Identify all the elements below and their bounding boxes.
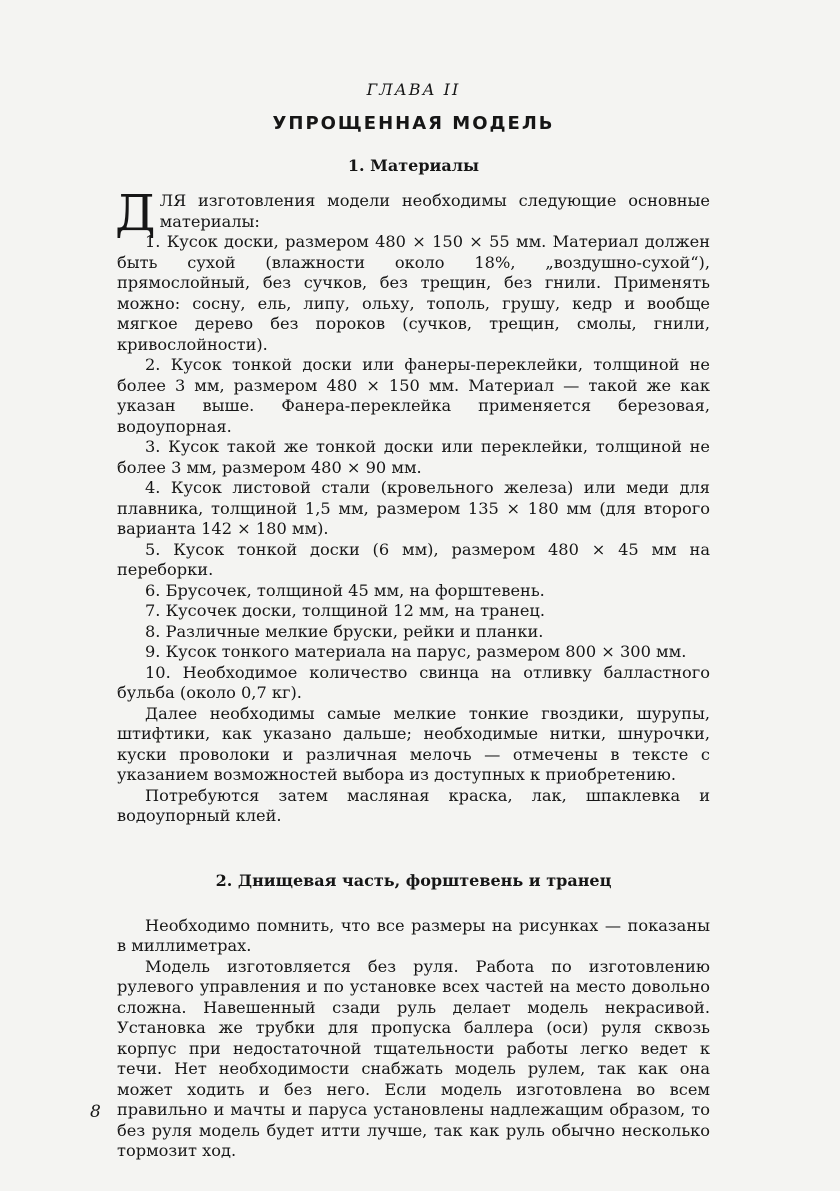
section-2-body <box>117 916 710 1162</box>
section-2-heading: 2. Днищевая часть, форштевень и транец <box>215 870 612 890</box>
paint-paragraph: Потребуются затем масляная краска, лак, шпаклевка и водоупорный клей. <box>117 785 710 825</box>
material-item-10: 10. Необходимое количество свинца на отливку балластного бульба (около 0,7 кг). <box>117 662 710 702</box>
material-item-5: 5. Кусок тонкой доски (6 мм), размером 480 × 45 мм на переборки. <box>117 539 710 579</box>
material-item-1: 1. Кусок доски, размером 480 × 150 × 55 мм. Материал должен быть сухой (влажности около 18%, „воздушно-сухой“), прямослойный, без сучков, без трещин, без гнили. Применять можно: сосну, ель, липу, ольху, тополь, грушу, кедр и вообще мягкое дерево без пороков (сучков, трещин, смолы, гнили, кривослойности). <box>117 232 710 354</box>
section-1-heading: 1. Материалы <box>347 156 480 175</box>
material-item-4: 4. Кусок листовой стали (кровельного железа) или меди для плавника, толщиной 1,5 мм, размером 135 × 180 мм (для второго варианта 142 × 180 мм). <box>117 478 710 538</box>
section-1-body <box>115 184 710 827</box>
material-item-8: 8. Различные мелкие бруски, рейки и планки. <box>145 621 544 641</box>
material-item-7: 7. Кусочек доски, толщиной 12 мм, на транец. <box>145 601 545 620</box>
material-item-9: 9. Кусок тонкого материала на парус, размером 800 × 300 мм. <box>145 642 687 661</box>
page-number: 8 <box>90 1102 101 1122</box>
chapter-label: ГЛАВА II <box>366 80 461 99</box>
intro-text: ЛЯ изготовления модели необходимы следующие основные материалы: <box>159 191 710 231</box>
material-item-6: 6. Брусочек, толщиной 45 мм, на форштевень. <box>145 580 545 600</box>
rudder-paragraph: Модель изготовляется без руля. Работа по изготовлению рулевого управления и по установке всех частей на место довольно сложна. Навешенный сзади руль делает модель некрасивой. Установка же трубки для пропуска баллера (оси) руля сквозь корпус при недостаточной тщательности работы легко ведет к течи. Нет необходимости снабжать модель рулем, так как она может ходить и без него. Если модель изготовлена во всем правильно и мачты и паруса установлены надлежащим образом, то без руля модель будет итти лучше, так как руль обычно несколько тормозит ход. <box>117 956 710 1160</box>
dimensions-note-paragraph: Необходимо помнить, что все размеры на рисунках — показаны в миллиметрах. <box>117 915 710 955</box>
chapter-title: УПРОЩЕННАЯ МОДЕЛЬ <box>272 113 555 134</box>
further-materials-paragraph: Далее необходимы самые мелкие тонкие гвоздики, шурупы, штифтики, как указано дальше; необходимые нитки, шнурочки, куски проволоки и различная мелочь — отмечены в тексте с указанием возможностей выбора из доступных к приобретению. <box>117 703 710 784</box>
material-item-2: 2. Кусок тонкой доски или фанеры-переклейки, толщиной не более 3 мм, размером 480 × 150 мм. Материал — такой же как указан выше. Фанера-переклейка применяется березовая, водоупорная. <box>117 355 710 436</box>
drop-cap: Д <box>115 184 156 242</box>
intro-paragraph <box>115 184 710 242</box>
material-item-3: 3. Кусок такой же тонкой доски или переклейки, толщиной не более 3 мм, размером 480 × 90 мм. <box>117 437 710 477</box>
